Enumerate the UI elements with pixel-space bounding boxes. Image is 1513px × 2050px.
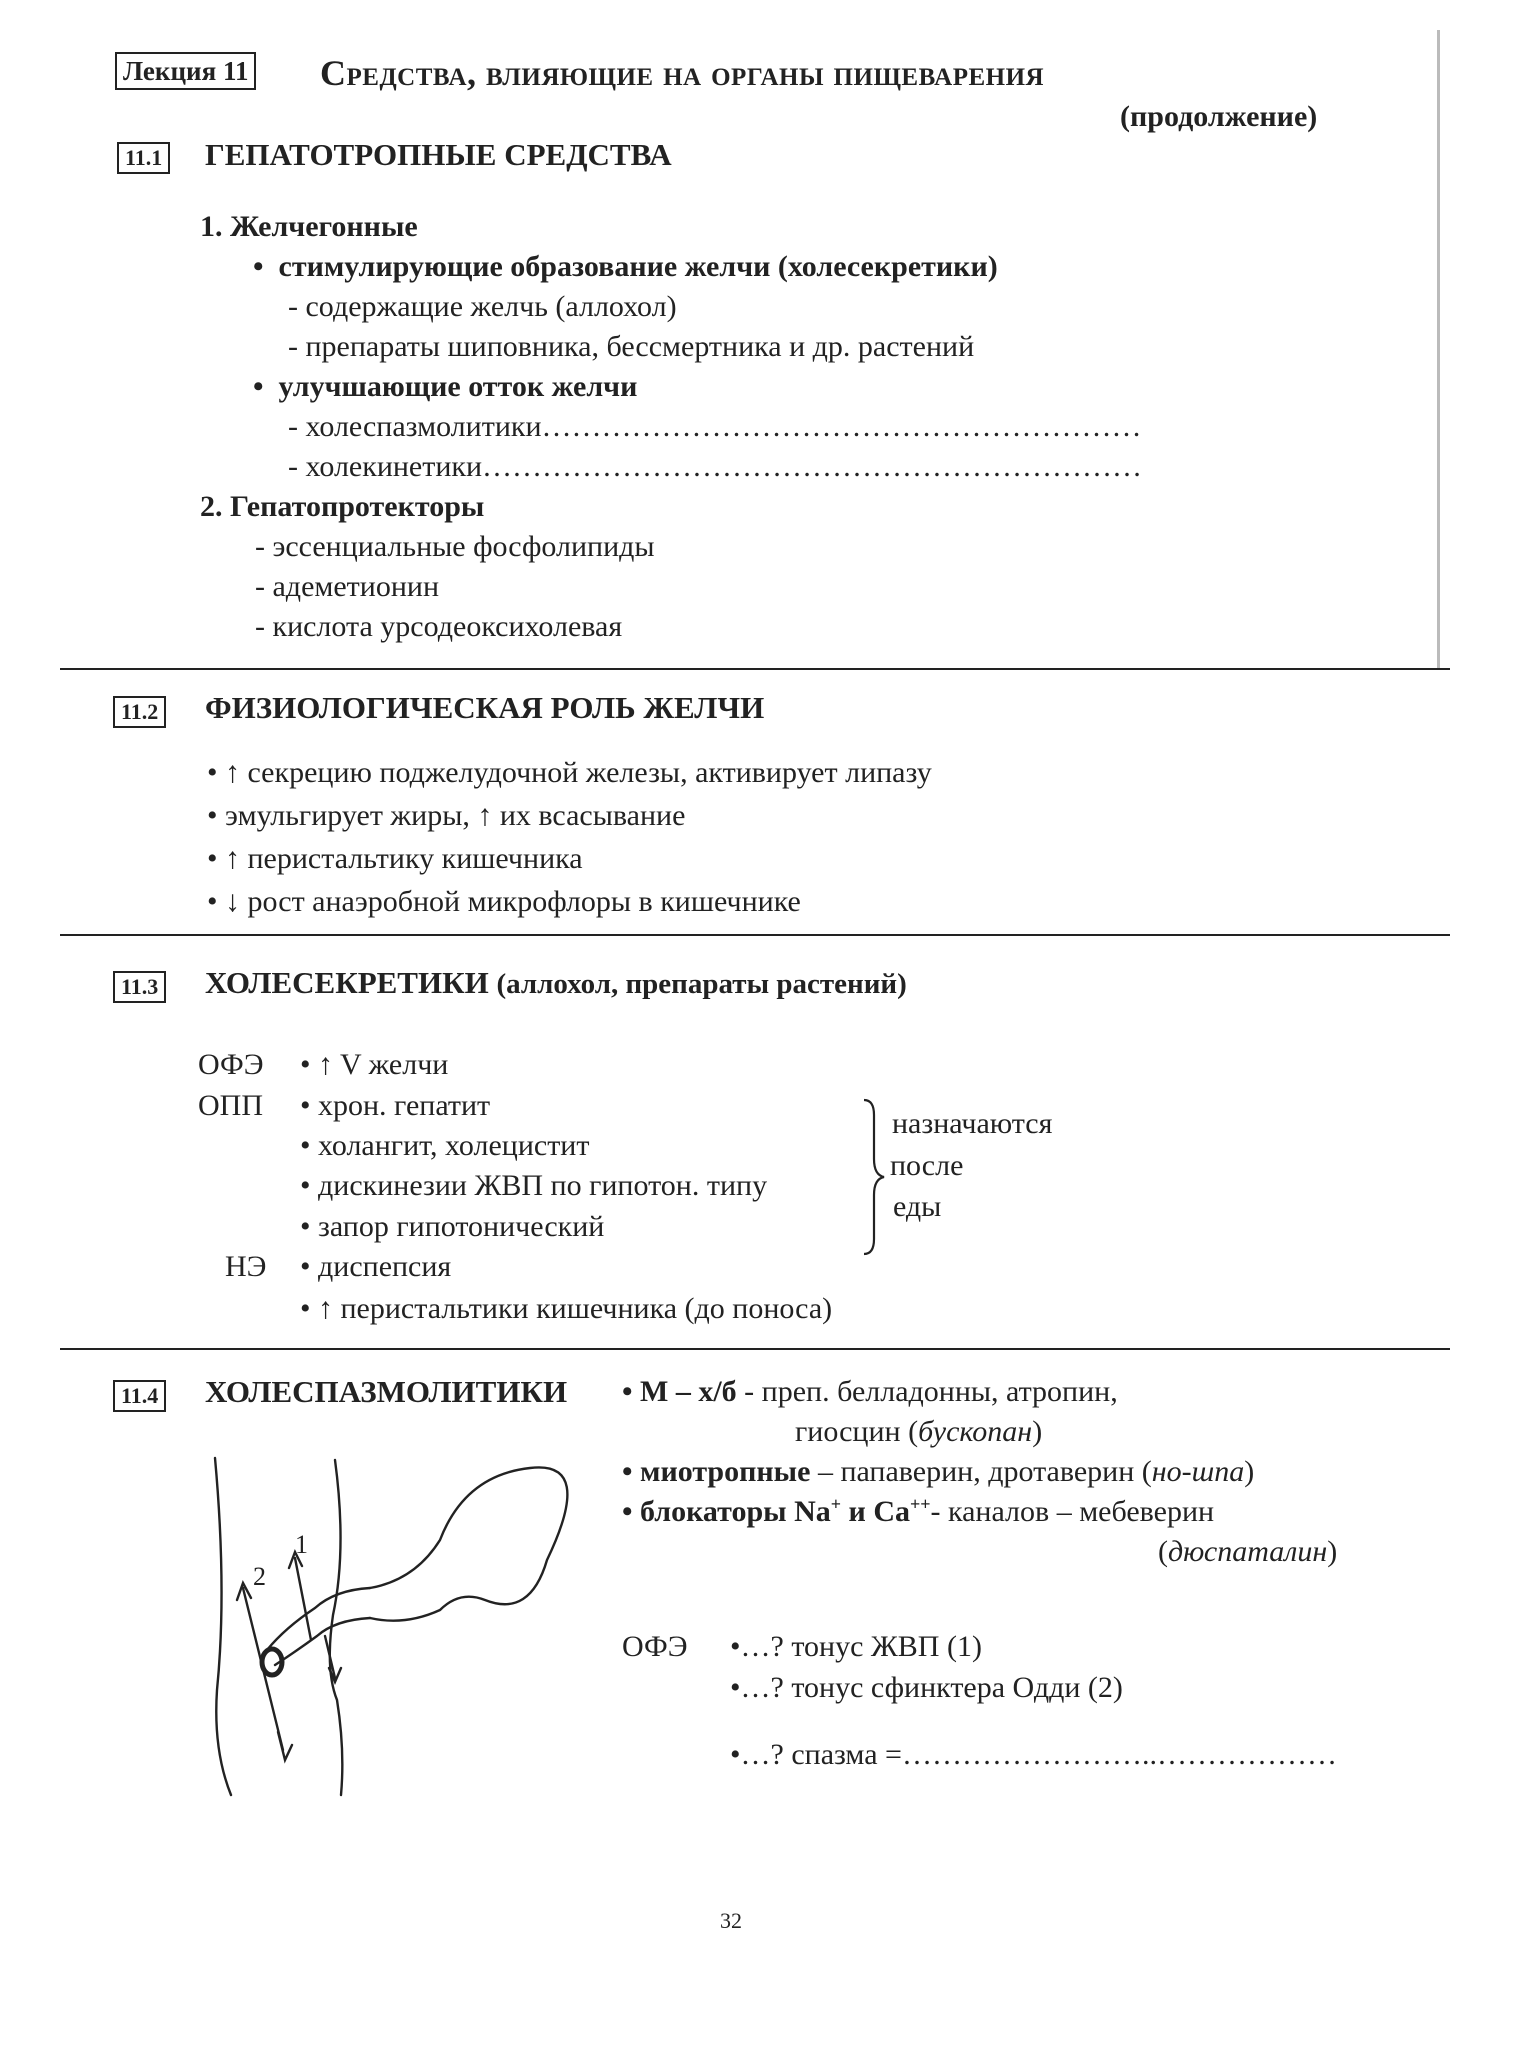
m-cholinoblockers-label: • М – х/б [622,1375,737,1408]
lecture-label: Лекция 11 [123,56,249,86]
page-number: 32 [720,1908,742,1933]
label-opp: ОПП [198,1089,263,1122]
list-item: • улучшающие отток желчи [253,370,638,403]
list-item: • ↓ рост анаэробной микрофлоры в кишечнике [207,885,801,918]
list-item: • диспепсия [300,1250,452,1283]
myotropic-drugs: – папаверин, дротаверин ( [810,1455,1152,1488]
section-title-11-1: ГЕПАТОТРОПНЫЕ СРЕДСТВА [205,137,672,172]
question-item: •…? тонус сфинктера Одди (2) [730,1671,1123,1704]
charge-sup: ++ [909,1494,931,1514]
myotropic-line [622,1455,1254,1489]
lecture-box [115,52,256,90]
myotropic-label: • миотропные [622,1455,811,1488]
drug-text: гиосцин ( [795,1415,919,1448]
arrow-2-tip [278,1732,292,1760]
list-item: - эссенциальные фосфолипиды [255,530,655,563]
section-number-11-2: 11.2 [113,696,166,728]
list-item: - холекинетики………………………………………………………… [288,450,1143,483]
scan-edge [1437,30,1440,670]
list-item: • ↑ перистальтики кишечника (до поноса) [300,1292,833,1325]
divider [60,1348,1450,1350]
list-item: - холеспазмолитики…………………………………………………… [288,410,1142,443]
channel-blockers-drugs: - каналов – мебеверин [930,1495,1215,1528]
charge-sup: + [830,1494,842,1514]
brace-note: после [890,1149,964,1182]
drug-trade-name: дюспаталин [1168,1535,1328,1568]
list-item: - адеметионин [255,570,440,603]
list-item: • ↑ V желчи [300,1048,449,1081]
blockers-text: • блокаторы Na [622,1495,831,1528]
blockers-text: и Ca [841,1495,910,1528]
question-item: •…? спазма =……………………..……………… [730,1738,1337,1771]
label-ofe-11-4: ОФЭ [622,1630,688,1663]
list-item: • ↑ секрецию поджелудочной железы, активирует липазу [207,756,932,789]
list-item: • эмульгирует жиры, ↑ их всасывание [207,799,686,832]
list-item: • стимулирующие образование желчи (холесекретики) [253,250,998,283]
gallbladder [370,1467,567,1620]
page-subtitle: (продолжение) [1120,100,1318,133]
channel-blockers-line [622,1495,1214,1529]
biliary-diagram [205,1440,575,1810]
list-item-text: стимулирующие образование желчи (холесекретики) [278,250,998,283]
m-cholinoblockers-line [622,1375,1118,1409]
bile-duct-lower [275,1618,370,1665]
list-item: • запор гипотонический [300,1210,605,1243]
list-item: • хрон. гепатит [300,1089,491,1122]
list-item: • ↑ перистальтику кишечника [207,842,583,875]
list-item: - кислота урсодеоксихолевая [255,610,623,643]
list-item: - содержащие желчь (аллохол) [288,290,677,323]
label-ofe: ОФЭ [198,1048,264,1081]
m-cholinoblockers-line2 [795,1415,1042,1449]
drug-trade-name: но-шпа [1151,1455,1245,1488]
paren: ) [1327,1535,1338,1568]
section-title-main: ХОЛЕСЕКРЕТИКИ [205,965,489,1000]
curly-brace [860,1097,890,1257]
brace-note: назначаются [892,1107,1053,1140]
section-title-11-3 [205,965,907,1001]
m-cholinoblockers-drugs: - преп. белладонны, атропин, [736,1375,1118,1408]
brace-note: еды [893,1190,942,1223]
duodenum-wall-left [215,1458,231,1795]
drug-trade-name: бускопан [918,1415,1033,1448]
list-item: • холангит, холецистит [300,1129,590,1162]
section-title-11-4: ХОЛЕСПАЗМОЛИТИКИ [205,1374,568,1409]
arrow-1 [289,1552,311,1640]
arrow-1-down [325,1636,341,1682]
section-number-11-4: 11.4 [113,1380,166,1412]
arrow-2 [237,1583,283,1750]
section-title-rest: (аллохол, препараты растений) [496,968,907,1000]
page-title: Средства, влияющие на органы пищеварения [320,53,1045,93]
paren: ( [1158,1535,1168,1568]
label-ne: НЭ [225,1250,267,1283]
list-item: - препараты шиповника, бессмертника и др. растений [288,330,975,363]
drug-text-end: ) [1244,1455,1255,1488]
drug-text-end: ) [1032,1415,1043,1448]
divider [60,668,1450,670]
channel-blockers-line2 [1158,1535,1337,1569]
section-title-11-2: ФИЗИОЛОГИЧЕСКАЯ РОЛЬ ЖЕЛЧИ [205,690,765,725]
diagram-label: 1 [295,1530,308,1559]
diagram-label: 2 [253,1562,266,1591]
list-item: 2. Гепатопротекторы [200,490,485,523]
list-item: 1. Желчегонные [200,210,418,243]
list-item-text: улучшающие отток желчи [278,370,638,403]
section-number-11-1: 11.1 [117,142,170,174]
section-number-11-3: 11.3 [113,971,166,1003]
list-item: • дискинезии ЖВП по гипотон. типу [300,1169,768,1202]
channel-blockers-label [622,1495,931,1528]
divider [60,934,1450,936]
question-item: •…? тонус ЖВП (1) [730,1630,982,1663]
